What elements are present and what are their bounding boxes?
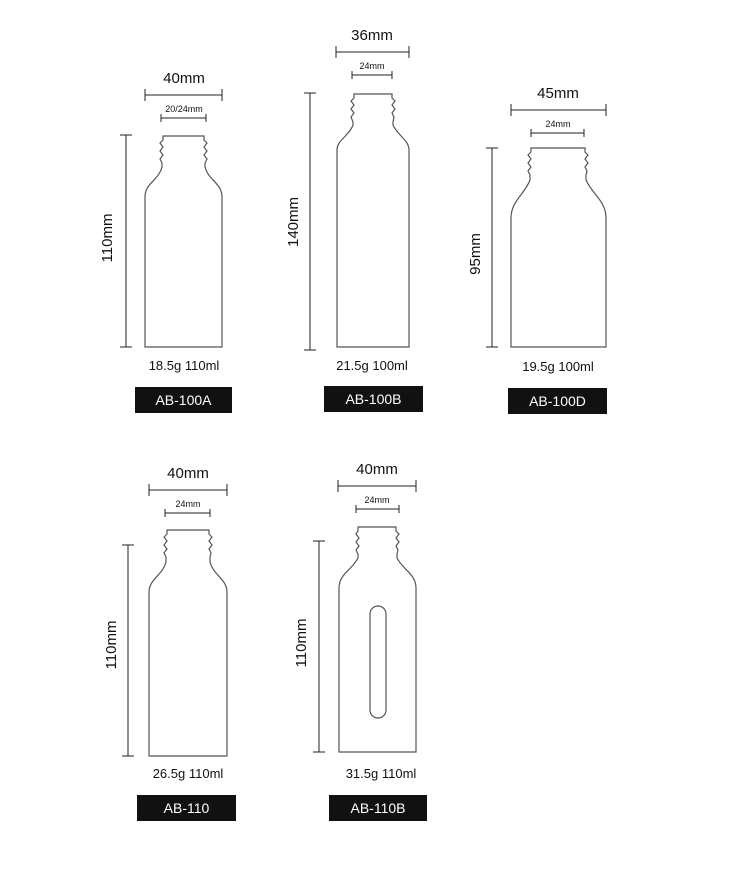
height-dimension <box>467 148 498 347</box>
bottle-ab-100d <box>467 85 606 374</box>
bottle-ab-110b <box>293 461 416 781</box>
neck-dimension <box>165 499 210 517</box>
height-label: 110mm <box>99 213 116 263</box>
bottle-outline <box>337 94 409 347</box>
neck-label: 24mm <box>175 499 201 509</box>
width-dimension <box>149 465 227 496</box>
width-dimension <box>338 461 416 492</box>
neck-dimension <box>161 104 206 122</box>
width-label: 40mm <box>163 70 205 87</box>
bottle-outline <box>149 530 227 756</box>
spec-label: 19.5g 100ml <box>522 359 594 374</box>
height-dimension <box>293 541 325 752</box>
height-label: 95mm <box>467 233 484 275</box>
height-dimension <box>285 93 316 350</box>
model-badge-ab-100b: AB-100B <box>324 386 423 412</box>
bottle-outline <box>145 136 222 347</box>
height-dimension <box>103 545 134 756</box>
bottle-ab-100b <box>285 27 409 373</box>
spec-label: 18.5g 110ml <box>148 358 220 373</box>
spec-label: 31.5g 110ml <box>345 766 417 781</box>
neck-label: 20/24mm <box>165 104 203 114</box>
neck-label: 24mm <box>545 119 571 129</box>
bottle-ab-110 <box>103 465 227 781</box>
bottle-ab-100a <box>99 70 222 373</box>
neck-dimension <box>352 61 392 79</box>
neck-dimension <box>531 119 584 137</box>
width-label: 36mm <box>351 27 393 44</box>
height-label: 110mm <box>103 620 120 670</box>
width-label: 45mm <box>537 85 579 102</box>
model-badge-ab-100a: AB-100A <box>135 387 232 413</box>
width-dimension <box>511 85 606 116</box>
model-badge-ab-100d: AB-100D <box>508 388 607 414</box>
width-dimension <box>336 27 409 58</box>
width-label: 40mm <box>167 465 209 482</box>
model-badge-ab-110: AB-110 <box>137 795 236 821</box>
neck-label: 24mm <box>359 61 385 71</box>
height-dimension <box>99 135 132 347</box>
bottle-outline <box>511 148 606 347</box>
model-badge-ab-110b: AB-110B <box>329 795 427 821</box>
width-label: 40mm <box>356 461 398 478</box>
neck-label: 24mm <box>364 495 390 505</box>
width-dimension <box>145 70 222 101</box>
height-label: 140mm <box>285 196 302 248</box>
spec-label: 26.5g 110ml <box>152 766 224 781</box>
handle-window <box>370 606 386 718</box>
height-label: 110mm <box>293 618 310 668</box>
neck-dimension <box>356 495 399 513</box>
spec-label: 21.5g 100ml <box>336 358 408 373</box>
